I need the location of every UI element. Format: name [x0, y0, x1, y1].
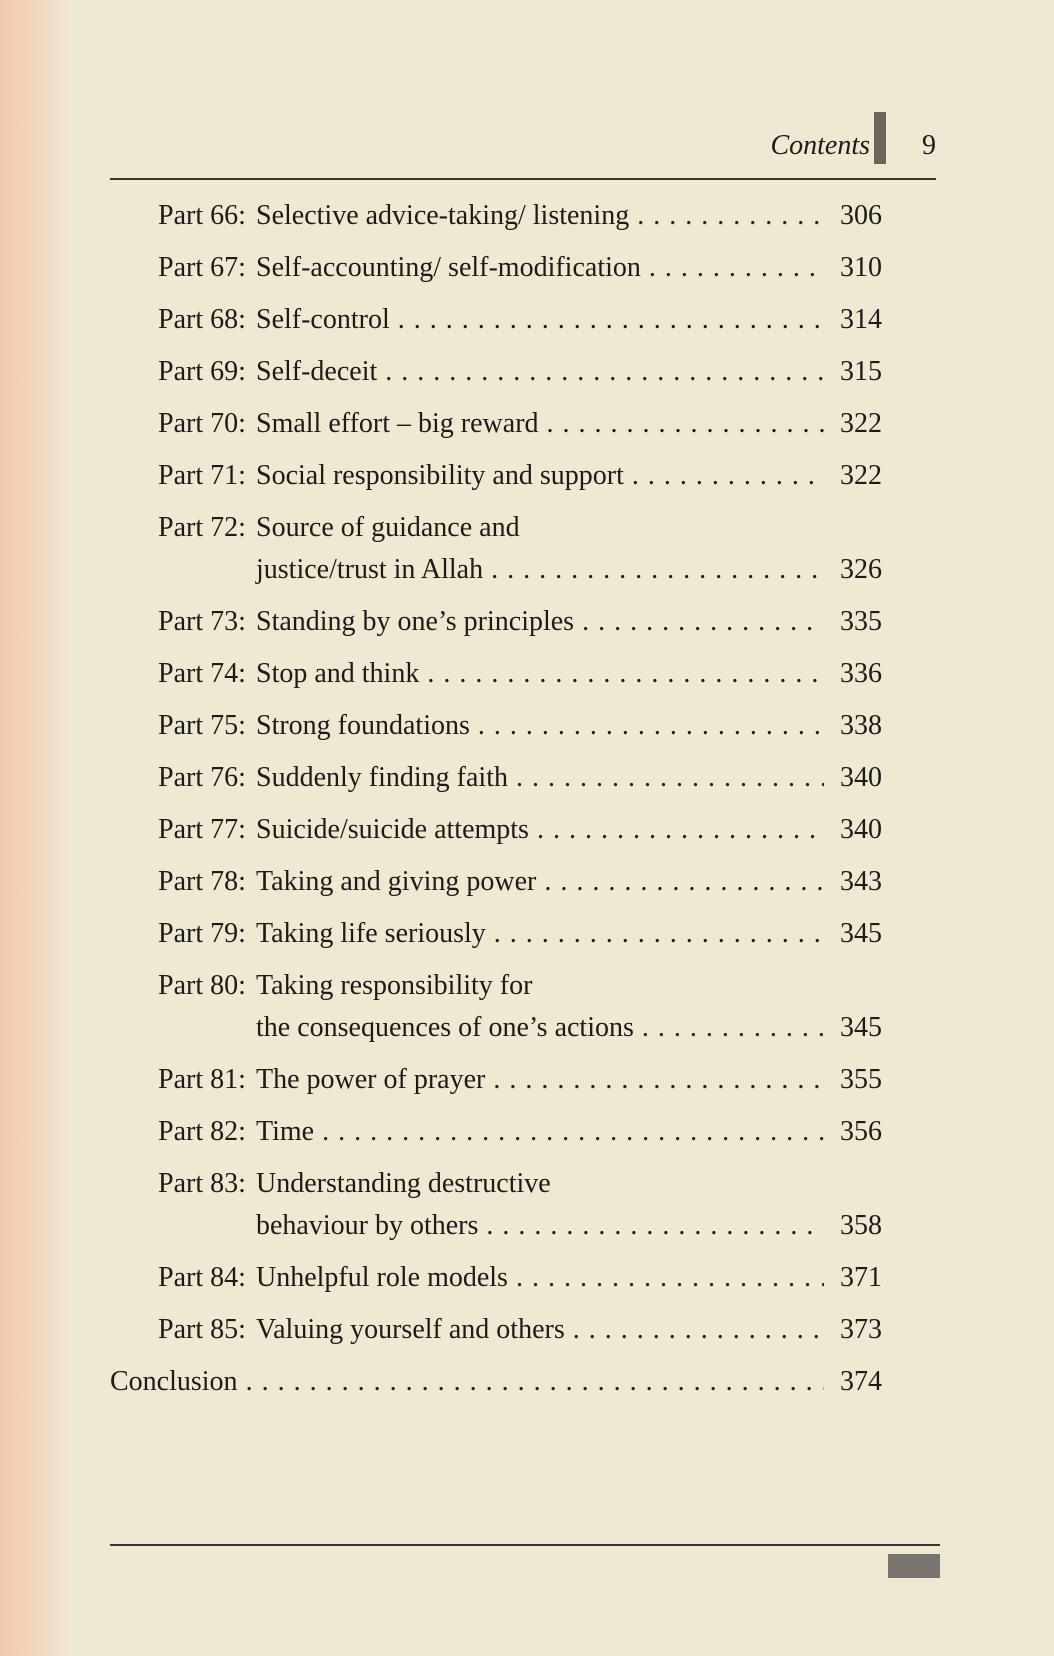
- toc-page-number: 340: [840, 814, 882, 845]
- toc-page-number: 326: [840, 554, 882, 585]
- toc-page-number: 335: [840, 606, 882, 637]
- toc-page-number: 358: [840, 1210, 882, 1241]
- toc-page-number: 345: [840, 1012, 882, 1043]
- toc-page-number: 373: [840, 1314, 882, 1345]
- toc-page-number: 343: [840, 866, 882, 897]
- toc-page-number: 322: [840, 408, 882, 439]
- toc-part-label: Part 79:: [158, 918, 246, 949]
- toc-title-continued: behaviour by others: [256, 1210, 479, 1241]
- toc-leader-dots: [246, 1366, 824, 1398]
- footer-rule: [110, 1544, 940, 1546]
- toc-part-label: Part 81:: [158, 1064, 246, 1095]
- toc-leader-dots: [516, 1262, 824, 1294]
- toc-title: Stop and think: [256, 658, 420, 689]
- toc-title: Strong foundations: [256, 710, 470, 741]
- toc-title: Suicide/suicide attempts: [256, 814, 529, 845]
- toc-leader-dots: [547, 408, 824, 440]
- toc-part-label: Part 85:: [158, 1314, 246, 1345]
- toc-part-label: Part 77:: [158, 814, 246, 845]
- toc-page-number: 345: [840, 918, 882, 949]
- toc-part-label: Part 76:: [158, 762, 246, 793]
- toc-leader-dots: [494, 918, 824, 950]
- toc-page-number: 336: [840, 658, 882, 689]
- toc-page-number: 371: [840, 1262, 882, 1293]
- toc-page-number: 356: [840, 1116, 882, 1147]
- toc-title: Suddenly finding faith: [256, 762, 508, 793]
- toc-title: Time: [256, 1116, 315, 1147]
- toc-title-continued: the consequences of one’s actions: [256, 1012, 634, 1043]
- toc-leader-dots: [427, 658, 824, 690]
- toc-title: Small effort – big reward: [256, 408, 539, 439]
- toc-title-continued: justice/trust in Allah: [256, 554, 484, 585]
- toc-page-number: 306: [840, 200, 882, 231]
- toc-title: Self-accounting/ self-modification: [256, 252, 641, 283]
- toc-leader-dots: [632, 460, 824, 492]
- toc-part-label: Part 73:: [158, 606, 246, 637]
- header-marker-bar: [874, 112, 886, 164]
- toc-part-label: Part 83:: [158, 1168, 246, 1199]
- header-title: Contents: [770, 130, 870, 161]
- toc-title: Source of guidance and: [256, 512, 520, 543]
- toc-page-number: 338: [840, 710, 882, 741]
- toc-page-number: 355: [840, 1064, 882, 1095]
- toc-page-number: 340: [840, 762, 882, 793]
- toc-leader-dots: [642, 1012, 824, 1044]
- toc-page-number: 314: [840, 304, 882, 335]
- toc-title: Standing by one’s principles: [256, 606, 575, 637]
- page-edge-shadow: [0, 0, 70, 1656]
- toc-leader-dots: [649, 252, 824, 284]
- toc-leader-dots: [398, 304, 824, 336]
- toc-title: Self-deceit: [256, 356, 378, 387]
- toc-page-number: 315: [840, 356, 882, 387]
- toc-part-label: Part 68:: [158, 304, 246, 335]
- toc-part-label: Part 74:: [158, 658, 246, 689]
- toc-leader-dots: [582, 606, 824, 638]
- toc-part-label: Part 66:: [158, 200, 246, 231]
- toc-leader-dots: [493, 1064, 824, 1096]
- toc-title: Valuing yourself and others: [256, 1314, 565, 1345]
- toc-title: Selective advice-taking/ listening: [256, 200, 630, 231]
- toc-title: Unhelpful role models: [256, 1262, 508, 1293]
- toc-part-label: Part 78:: [158, 866, 246, 897]
- toc-part-label: Part 75:: [158, 710, 246, 741]
- toc-leader-dots: [385, 356, 824, 388]
- toc-leader-dots: [478, 710, 824, 742]
- toc-part-label: Part 80:: [158, 970, 246, 1001]
- toc-part-label: Part 84:: [158, 1262, 246, 1293]
- toc-title: Understanding destructive: [256, 1168, 551, 1199]
- toc-title: Social responsibility and support: [256, 460, 624, 491]
- toc-part-label: Part 67:: [158, 252, 246, 283]
- toc-leader-dots: [516, 762, 824, 794]
- page-number: 9: [922, 130, 936, 161]
- toc-leader-dots: [573, 1314, 824, 1346]
- toc-page-number: 310: [840, 252, 882, 283]
- toc-leader-dots: [486, 1210, 824, 1242]
- toc-part-label: Part 82:: [158, 1116, 246, 1147]
- toc-conclusion[interactable]: [110, 1366, 882, 1400]
- toc-title: Taking life seriously: [256, 918, 486, 949]
- toc-page-number: 374: [840, 1366, 882, 1397]
- toc-leader-dots: [537, 814, 824, 846]
- toc-leader-dots: [544, 866, 824, 898]
- toc-leader-dots: [322, 1116, 824, 1148]
- toc-part-label: Part 69:: [158, 356, 246, 387]
- footer-marker-block: [888, 1554, 940, 1578]
- toc-title: Taking responsibility for: [256, 970, 533, 1001]
- toc-part-label: Part 70:: [158, 408, 246, 439]
- toc-part-label: Part 71:: [158, 460, 246, 491]
- running-header: [110, 110, 936, 180]
- toc-leader-dots: [491, 554, 824, 586]
- toc-title: Self-control: [256, 304, 390, 335]
- toc-leader-dots: [637, 200, 824, 232]
- toc-part-label: Part 72:: [158, 512, 246, 543]
- toc-title: Taking and giving power: [256, 866, 537, 897]
- toc-title: The power of prayer: [256, 1064, 486, 1095]
- toc-title: Conclusion: [110, 1366, 238, 1397]
- toc-page-number: 322: [840, 460, 882, 491]
